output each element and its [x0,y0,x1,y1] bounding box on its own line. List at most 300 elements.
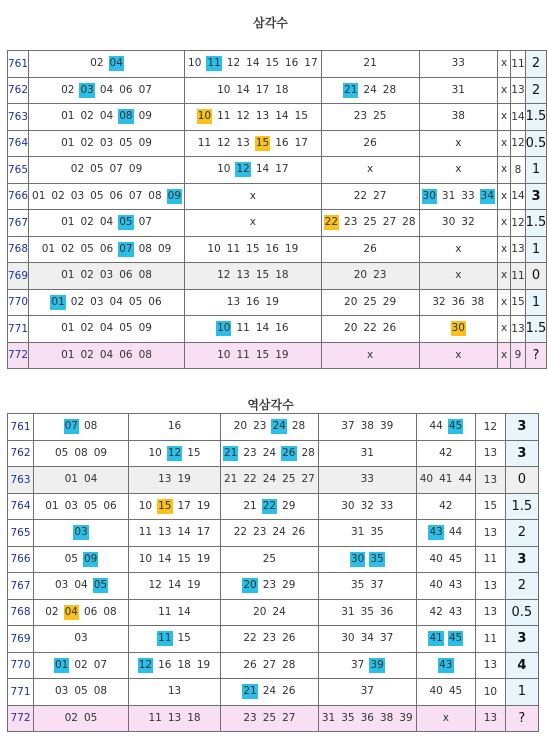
lotto-number: 21 [243,685,257,698]
number-group-cell [318,493,416,520]
lotto-number: 42 [439,499,453,512]
lotto-number: 14 [246,57,260,70]
number-group-cell [34,679,129,706]
lotto-number: 13 [158,526,172,539]
result-cell: 2 [525,51,547,78]
lotto-number: 28 [402,216,416,229]
lotto-number: 34 [360,632,374,645]
number-group-cell [321,157,419,184]
table-row [8,493,539,520]
number-group-cell [321,316,419,343]
table-row [8,440,539,467]
count-cell: 13 [475,573,505,600]
lotto-number: 07 [138,83,152,96]
lotto-number: 31 [350,526,365,539]
lotto-number: 42 [429,605,443,618]
lotto-number: 21 [344,83,358,96]
lotto-number: 13 [226,295,241,308]
table-row [8,705,539,732]
number-group-cell [321,77,419,104]
count-cell: 11 [475,626,505,653]
lotto-number: 36 [380,605,394,618]
number-group-cell [419,263,498,290]
round-cell: 764 [8,130,29,157]
number-group-cell [498,130,511,157]
lotto-number: 13 [255,110,270,123]
number-group-cell [185,104,322,131]
number-group-cell [34,573,129,600]
lotto-number: 15 [177,552,191,565]
count-cell: 11 [511,51,525,78]
round-cell: 771 [8,316,29,343]
lotto-number: x [455,269,462,282]
lotto-number: 03 [54,579,69,592]
table-row [8,316,547,343]
lotto-number: 15 [158,499,172,512]
number-group-cell [321,263,419,290]
result-cell: 3 [505,546,538,573]
number-group-cell [419,77,498,104]
table-row [8,289,547,316]
lotto-number: 05 [90,189,104,202]
lotto-number: 24 [262,473,277,486]
lotto-number: 21 [224,473,238,486]
lotto-number: x [501,348,508,361]
number-group-cell [416,626,475,653]
number-group-cell [321,51,419,78]
result-cell: ? [505,705,538,732]
number-group-cell [318,467,416,494]
number-group-cell [185,263,322,290]
round-cell: 769 [8,263,29,290]
result-cell: 4 [505,652,538,679]
lotto-number: 10 [217,322,231,335]
round-cell: 765 [8,157,29,184]
lotto-number: 06 [119,348,133,361]
lotto-number: 10 [188,57,202,70]
number-group-cell [34,626,129,653]
lotto-number: 01 [64,473,78,486]
lotto-number: 11 [207,57,221,70]
number-group-cell [129,414,221,441]
number-group-cell [221,652,319,679]
lotto-number: 09 [138,136,152,149]
number-group-cell [318,679,416,706]
lotto-number: 15 [255,136,270,149]
number-group-cell [416,679,475,706]
lotto-number: 17 [255,83,270,96]
lotto-number: 05 [93,579,108,592]
lotto-number: 02 [74,658,88,671]
number-group-cell [185,342,322,369]
lotto-number: 25 [363,295,377,308]
lotto-number: x [367,163,374,176]
number-group-cell [321,210,419,237]
number-group-cell [419,157,498,184]
lotto-number: 38 [451,110,465,123]
lotto-number: 25 [262,711,277,724]
result-cell: 1 [525,289,547,316]
lotto-number: 15 [294,110,308,123]
number-group-cell [185,210,322,237]
number-group-cell [416,440,475,467]
lotto-number: 02 [80,110,94,123]
lotto-number: 43 [439,658,453,671]
lotto-number: 31 [341,605,355,618]
table-row [8,599,539,626]
result-cell: 1 [505,679,538,706]
lotto-number: 11 [197,136,212,149]
lotto-number: 19 [265,295,279,308]
lotto-number: 33 [380,499,394,512]
lotto-number: 17 [275,163,289,176]
lotto-number: 20 [344,322,358,335]
lotto-number: 31 [360,446,374,459]
number-group-cell [34,493,129,520]
result-cell: 2 [505,573,538,600]
count-cell: 11 [475,546,505,573]
lotto-number: 19 [196,552,211,565]
number-group-cell [498,210,511,237]
number-group-cell [318,546,416,573]
lotto-number: 38 [470,295,485,308]
lotto-number: 26 [363,242,377,255]
lotto-number: 34 [480,189,495,202]
lotto-number: 10 [148,446,162,459]
lotto-number: 08 [148,189,162,202]
lotto-number: 07 [138,216,152,229]
table-row [8,77,547,104]
lotto-number: 10 [217,83,231,96]
result-cell: 0 [525,263,547,290]
number-group-cell [419,342,498,369]
lotto-number: 03 [74,632,88,645]
table-row [8,520,539,547]
number-group-cell [416,599,475,626]
lotto-number: 02 [70,163,85,176]
number-group-cell [185,77,322,104]
lotto-number: 06 [99,242,114,255]
number-group-cell [416,546,475,573]
lotto-number: 30 [451,322,465,335]
lotto-number: 01 [61,322,75,335]
number-group-cell [416,652,475,679]
lotto-number: 15 [255,269,270,282]
lotto-number: 02 [90,57,104,70]
number-group-cell [221,546,319,573]
round-cell: 766 [8,546,34,573]
lotto-number: 39 [399,711,413,724]
result-cell: 1 [525,236,547,263]
lotto-number: 07 [93,658,108,671]
lotto-number: x [455,242,462,255]
lotto-number: 32 [432,295,446,308]
number-group-cell [34,546,129,573]
lotto-number: 35 [341,711,355,724]
lotto-number: 31 [321,711,336,724]
lotto-number: 43 [429,526,443,539]
lotto-number: 01 [61,348,75,361]
lotto-number: 02 [80,322,94,335]
lotto-number: 01 [61,136,75,149]
lotto-number: 02 [80,348,94,361]
lotto-number: x [455,348,462,361]
number-group-cell [498,236,511,263]
number-group-cell [221,440,319,467]
lotto-number: 25 [262,552,277,565]
result-cell: 3 [525,183,547,210]
lotto-number: 35 [370,552,384,565]
lotto-number: 24 [363,83,377,96]
lotto-number: x [501,269,508,282]
lotto-number: 01 [41,242,56,255]
table-row [8,157,547,184]
lotto-number: 01 [32,189,46,202]
lotto-number: 45 [448,685,463,698]
lotto-number: 40 [419,473,434,486]
lotto-number: x [501,322,508,335]
lotto-number: x [501,242,508,255]
triangular-number-table [7,50,547,369]
table-row [8,467,539,494]
lotto-number: 17 [304,57,318,70]
lotto-number: x [501,189,508,202]
lotto-number: 13 [167,685,182,698]
number-group-cell [29,183,185,210]
lotto-number: 29 [382,295,397,308]
lotto-number: 01 [61,110,75,123]
table-row [8,130,547,157]
lotto-number: 41 [429,632,443,645]
lotto-number: 23 [353,110,368,123]
lotto-number: 11 [217,110,231,123]
lotto-number: 01 [61,269,75,282]
lotto-number: 07 [119,242,133,255]
lotto-number: 03 [54,685,69,698]
lotto-number: 12 [236,163,250,176]
lotto-number: 18 [177,658,191,671]
result-cell: 0.5 [525,130,547,157]
number-group-cell [221,599,319,626]
lotto-number: x [455,136,462,149]
lotto-number: 30 [441,216,456,229]
number-group-cell [29,51,185,78]
number-group-cell [321,289,419,316]
lotto-number: 22 [353,189,368,202]
lotto-number: 12 [226,57,241,70]
count-cell: 13 [475,467,505,494]
number-group-cell [29,210,185,237]
lotto-number: 09 [84,552,98,565]
result-cell: 1.5 [525,210,547,237]
number-group-cell [419,289,498,316]
lotto-number: 40 [429,685,443,698]
number-group-cell [129,440,221,467]
lotto-number: 10 [138,552,153,565]
lotto-number: 22 [243,632,257,645]
count-cell: 12 [511,210,525,237]
lotto-number: 04 [99,83,114,96]
number-group-cell [419,183,498,210]
lotto-number: x [455,163,462,176]
count-cell: 12 [511,130,525,157]
round-cell: 768 [8,599,34,626]
number-group-cell [318,414,416,441]
lotto-number: 36 [451,295,465,308]
lotto-number: 05 [84,711,98,724]
count-cell: 14 [511,183,525,210]
lotto-number: 06 [103,499,117,512]
lotto-number: 33 [360,473,374,486]
lotto-number: 10 [138,499,153,512]
number-group-cell [29,236,185,263]
lotto-number: 05 [119,322,133,335]
lotto-number: 14 [255,322,270,335]
lotto-number: 12 [217,136,231,149]
lotto-number: 04 [99,216,114,229]
lotto-number: x [501,57,508,70]
table-row [8,51,547,78]
lotto-number: 23 [243,446,257,459]
number-group-cell [185,289,322,316]
lotto-number: 05 [128,295,143,308]
lotto-number: 28 [382,83,397,96]
lotto-number: 18 [275,83,289,96]
table-row [8,263,547,290]
lotto-number: 24 [272,526,286,539]
lotto-number: 02 [80,269,94,282]
lotto-number: 08 [93,685,108,698]
number-group-cell [498,77,511,104]
lotto-number: 27 [282,711,296,724]
lotto-number: 04 [99,322,114,335]
number-group-cell [34,440,129,467]
lotto-number: 09 [157,242,172,255]
lotto-number: 01 [51,295,65,308]
lotto-number: 16 [275,322,289,335]
number-group-cell [29,104,185,131]
section-title-2: 역삼각수 [247,398,294,412]
lotto-number: 06 [148,295,162,308]
count-cell: 11 [511,263,525,290]
lotto-number: 03 [80,83,94,96]
lotto-number: 22 [363,322,377,335]
number-group-cell [221,520,319,547]
number-group-cell [498,263,511,290]
lotto-number: 05 [54,446,69,459]
lotto-number: x [249,189,256,202]
table-row [8,236,547,263]
number-group-cell [498,157,511,184]
lotto-number: 15 [265,57,279,70]
round-cell: 761 [8,414,34,441]
round-cell: 763 [8,104,29,131]
lotto-number: 23 [262,579,277,592]
round-cell: 772 [8,342,29,369]
lotto-number: 13 [158,473,172,486]
round-cell: 769 [8,626,34,653]
lotto-number: 17 [294,136,308,149]
lotto-number: 35 [360,605,374,618]
lotto-number: 14 [275,110,289,123]
number-group-cell [29,157,185,184]
count-cell: 13 [511,236,525,263]
round-cell: 764 [8,493,34,520]
lotto-number: 40 [429,579,443,592]
lotto-number: 19 [196,658,211,671]
lotto-number: 11 [158,605,172,618]
count-cell: 15 [511,289,525,316]
lotto-number: 28 [282,658,296,671]
table-row [8,104,547,131]
lotto-number: 23 [262,632,277,645]
number-group-cell [129,520,221,547]
lotto-number: x [367,348,374,361]
lotto-number: 21 [243,499,257,512]
lotto-number: 03 [70,189,85,202]
lotto-number: 04 [109,57,123,70]
lotto-number: 24 [272,605,286,618]
lotto-number: 05 [74,685,88,698]
result-cell: 3 [505,626,538,653]
lotto-number: 04 [64,605,78,618]
lotto-number: 36 [360,711,374,724]
lotto-number: 19 [275,348,289,361]
number-group-cell [221,573,319,600]
lotto-number: 06 [119,83,133,96]
count-cell: 13 [475,652,505,679]
number-group-cell [29,316,185,343]
lotto-number: 15 [246,242,260,255]
lotto-number: x [501,136,508,149]
lotto-number: 10 [217,348,231,361]
number-group-cell [129,599,221,626]
count-cell: 14 [511,104,525,131]
lotto-number: 44 [458,473,472,486]
result-cell: 1.5 [525,316,547,343]
lotto-number: 29 [282,499,296,512]
lotto-number: 02 [45,605,59,618]
count-cell: 10 [475,679,505,706]
lotto-number: 15 [187,446,201,459]
number-group-cell [185,157,322,184]
lotto-number: 14 [158,552,172,565]
lotto-number: 27 [262,658,277,671]
lotto-number: 25 [363,216,377,229]
lotto-number: 24 [262,685,277,698]
number-group-cell [34,599,129,626]
number-group-cell [416,414,475,441]
number-group-cell [129,493,221,520]
lotto-number: 16 [275,136,289,149]
count-cell: 13 [475,520,505,547]
lotto-number: 02 [51,189,65,202]
lotto-number: 24 [262,446,277,459]
lotto-number: 14 [177,526,191,539]
lotto-number: 18 [187,711,201,724]
table-row [8,573,539,600]
lotto-number: 35 [370,526,384,539]
result-cell: 3 [505,440,538,467]
lotto-number: 20 [243,579,257,592]
lotto-number: 05 [90,163,104,176]
lotto-number: 12 [138,658,153,671]
lotto-number: 08 [138,348,152,361]
round-cell: 768 [8,236,29,263]
number-group-cell [29,130,185,157]
number-group-cell [221,705,319,732]
round-cell: 770 [8,289,29,316]
